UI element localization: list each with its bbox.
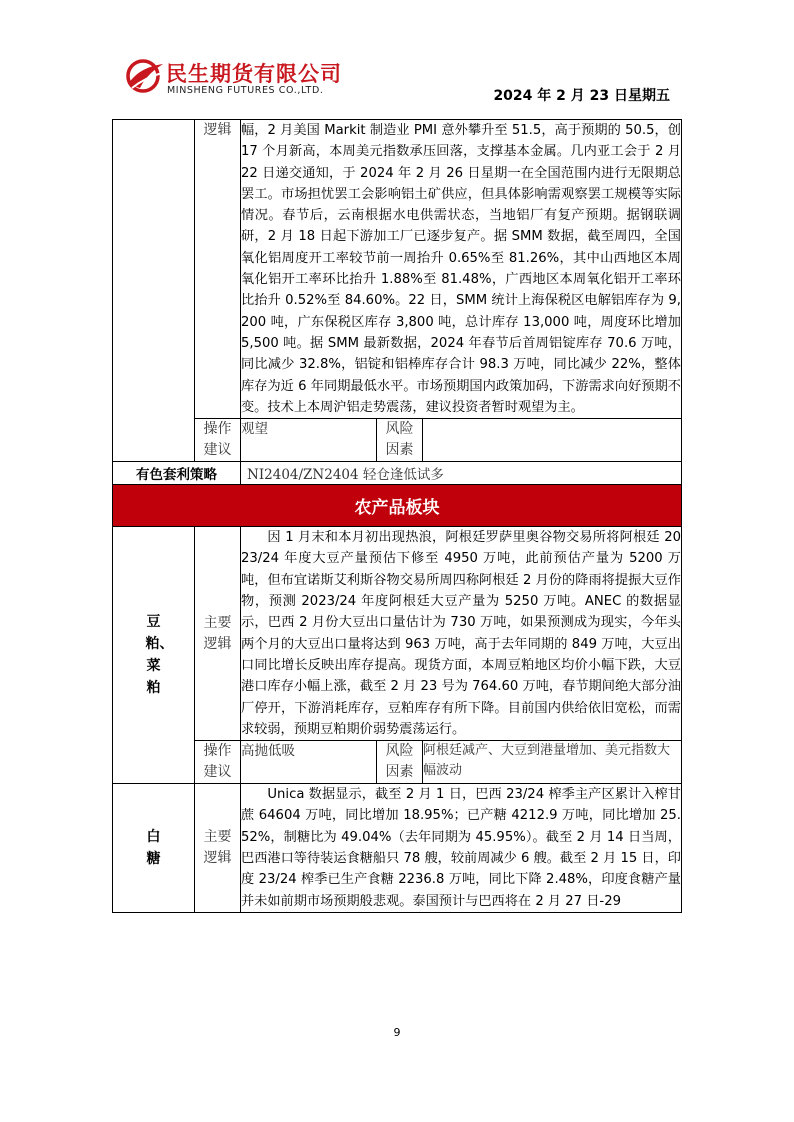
soy-logic-label-text: 主要逻辑 [203,614,232,652]
strategy-label: 有色套利策略 [113,462,241,485]
soy-risk-value: 阿根廷减产、大豆到港量增加、美元指数大幅波动 [423,741,682,784]
aluminum-risk-value [423,419,682,462]
strategy-row [113,462,682,485]
logic-label: 逻辑 [195,120,241,419]
strategy-value: NI2404/ZN2404 轻仓逢低试多 [241,462,682,485]
soy-logic-text: 因 1 月末和本月初出现热浪，阿根廷罗萨里奥谷物交易所将阿根廷 2023/24 年度大豆产量预估下修至 4950 万吨，此前预估产量为 5200 万吨，但布宜诺斯艾利斯谷物交易所周四称阿根廷 2 月份的降雨将提振大豆作物，预测 2023/24 年度阿根廷大豆产量为 5250 万吨。ANEC 的数据显示，巴西 2 月份大豆出口量估计为 730 万吨，如果预测成为现实，今年头两个月的大豆出口量将达到 963 万吨，高于去年同期的 849 万吨，大豆出口同比增长反映出库存提高。现货方面，本周豆粕地区均价小幅下跌，大豆港口库存小幅上涨，截至 2 月 23 号为 764.60 万吨，春节期间绝大部分油厂停开，下游消耗库存，豆粕库存有所下降。目前国内供给依旧宽松，而需求较弱，预期豆粕期价弱势震荡运行。 [241,527,682,741]
risk-label-text: 风险因素 [385,421,414,459]
op-label-text: 操作建议 [203,421,232,459]
sugar-logic-label [195,784,241,913]
soy-logic-row [113,527,682,741]
report-date: 2024 年 2 月 23 日星期五 [493,88,670,104]
soy-op-value: 高抛低吸 [241,741,377,784]
aluminum-logic-row [113,120,682,419]
page-number: 9 [393,1026,401,1039]
sugar-commodity-label [113,784,195,913]
soy-op-label-text: 操作建议 [203,743,232,781]
aluminum-commodity-cell [113,120,195,462]
soy-risk-label-text: 风险因素 [385,743,414,781]
soy-op-label [195,741,241,784]
risk-label [377,419,423,462]
soy-commodity-label [113,527,195,784]
sugar-commodity-text: 白糖 [146,829,161,868]
aluminum-logic-text: 幅，2 月美国 Markit 制造业 PMI 意外攀升至 51.5，高于预期的 50.5，创 17 个月新高，本周美元指数承压回落，支撑基本金属。几内亚工会于 2 月 22 日递交通知，于 2024 年 2 月 26 日星期一在全国范围内进行无限期总罢工。市场担忧罢工会影响铝土矿供应，但具体影响需观察罢工规模等实际情况。春节后，云南根据水电供需状态，当地铝厂有复产预期。据钢联调研，2 月 18 日起下游加工厂已逐步复产。据 SMM 数据，截至周四，全国氧化铝周度开工率较节前一周抬升 0.65%至 81.26%，其中山西地区本周氧化铝开工率环比抬升 1.88%至 81.48%，广西地区本周氧化铝开工率环比抬升 0.52%至 84.60%。22 日，SMM 统计上海保税区电解铝库存为 9,200 吨，广东保税区库存 3,800 吨，总计库存 13,000 吨，周度环比增加 5,500 吨。据 SMM 最新数据，2024 年春节后首周铝锭库存 70.6 万吨，同比减少 32.8%，铝锭和铝棒库存合计 98.3 万吨，同比减少 22%，整体库存为近 6 年同期最低水平。市场预期国内政策加码，下游需求向好预期不变。技术上本周沪铝走势震荡，建议投资者暂时观望为主。 [241,120,682,419]
soy-logic-label [195,527,241,741]
strategy-table [112,119,682,913]
soy-op-row [113,741,682,784]
aluminum-op-value: 观望 [241,419,377,462]
op-label [195,419,241,462]
page-header [0,0,794,112]
logo-text-en: MINSHENG FUTURES CO.,LTD. [167,85,324,96]
section-title: 农产品板块 [113,485,682,527]
sugar-logic-label-text: 主要逻辑 [203,829,232,867]
soy-risk-label [377,741,423,784]
company-logo [124,56,364,100]
sugar-logic-row [113,784,682,913]
sugar-logic-text: Unica 数据显示，截至 2 月 1 日，巴西 23/24 榨季主产区累计入榨甘蔗 64604 万吨，同比增加 18.95%；已产糖 4212.9 万吨，同比增加 25.52%，制糖比为 49.04%（去年同期为 45.95%）。截至 2 月 14 日当周，巴西港口等待装运食糖船只 78 艘，较前周减少 6 艘。截至 2 月 15 日，印度 23/24 榨季已生产食糖 2236.8 万吨，同比下降 2.48%，印度食糖产量并未如前期市场预期般悲观。泰国预计与巴西将在 2 月 27 日-29 [241,784,682,913]
aluminum-op-row [113,419,682,462]
section-header-row [113,485,682,527]
logo-text-cn: 民生期货有限公司 [166,62,342,86]
minsheng-logo-icon [124,58,164,94]
soy-commodity-text: 豆粕、菜粕 [145,614,174,697]
